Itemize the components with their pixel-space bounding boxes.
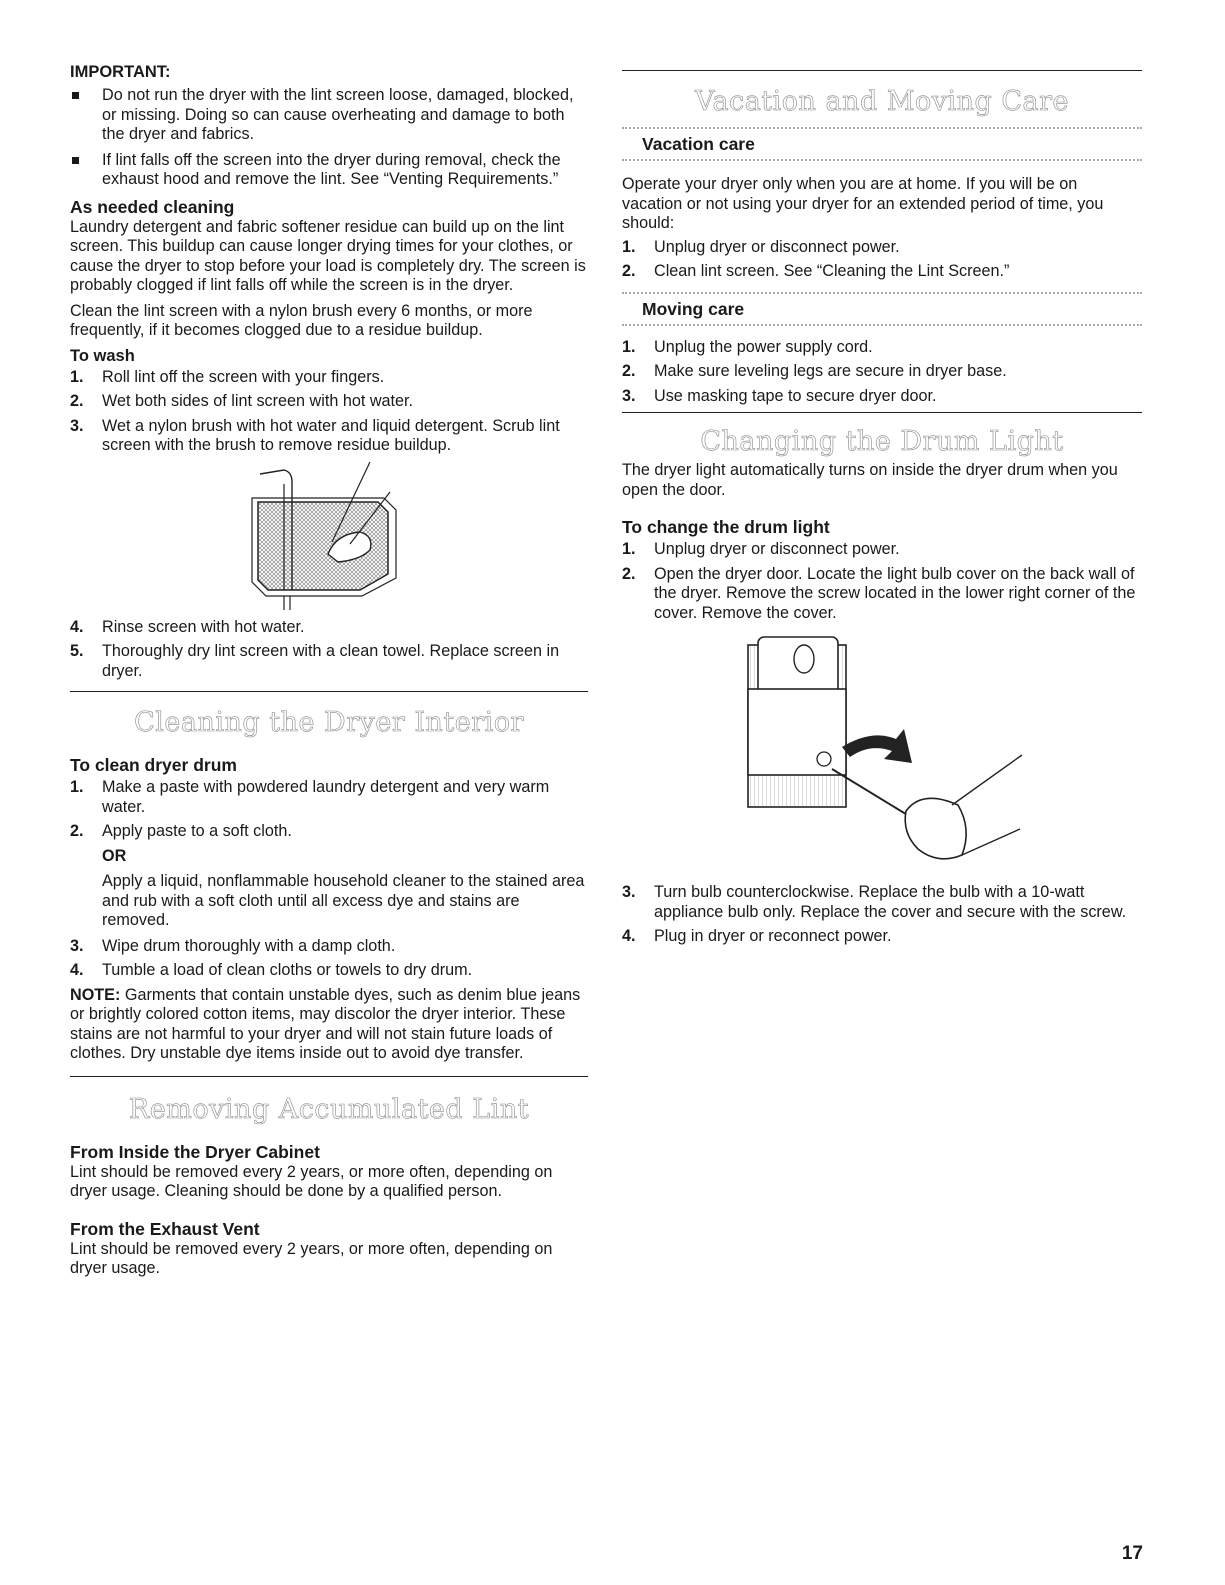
note-text: Garments that contain unstable dyes, such as denim blue jeans or brightly colored cotton items, may discolor the dryer interior. These stains are not harmful to your dryer and will not stain future loads of clothes. Dry unstable dye items inside out to avoid dye transfer. (70, 985, 581, 1062)
to-wash-heading: To wash (70, 346, 135, 365)
or-paragraph: Apply a liquid, nonflammable household cleaner to the stained area and rub with a soft cloth until all excess dye and stains are removed. (102, 872, 585, 929)
as-needed-paragraph-1: Laundry detergent and fabric softener residue can build up on the lint screen. This buildup can cause longer drying times for your clothes, or cause the dryer to stop before your load is completely dry. The screen is probably clogged if lint falls off while the screen is in the dryer. (70, 217, 586, 294)
drum-heading: To clean dryer drum (70, 755, 237, 775)
list-item: 4. Tumble a load of clean cloths or towels to dry drum. (70, 961, 473, 979)
list-item: 3. Turn bulb counterclockwise. Replace the bulb with a 10-watt appliance bulb only. Replace the cover and secure with the screw. (622, 883, 1127, 921)
vacation-steps (622, 238, 1142, 282)
page-number: 17 (1121, 1543, 1143, 1564)
left-column (70, 62, 588, 1279)
dotted-divider (622, 324, 1142, 326)
vent-heading: From the Exhaust Vent (70, 1218, 260, 1239)
section-divider (70, 1076, 588, 1077)
as-needed-paragraph-2: Clean the lint screen with a nylon brush every 6 months, or more frequently, if it becomes clogged due to a residue buildup. (70, 301, 533, 339)
accumulated-lint-section-title: Removing Accumulated Lint (128, 1093, 530, 1125)
list-item: 1. Unplug dryer or disconnect power. (622, 540, 900, 558)
drum-light-section-title: Changing the Drum Light (700, 426, 1064, 457)
vent-paragraph: Lint should be removed every 2 years, or more often, depending on dryer usage. (70, 1239, 553, 1277)
as-needed-heading: As needed cleaning (70, 196, 235, 217)
lint-screen-illustration (70, 462, 588, 610)
list-item: 1. Roll lint off the screen with your fingers. (70, 367, 385, 386)
change-steps-continued (622, 883, 1142, 947)
drum-light-cover-illustration (622, 629, 1142, 881)
right-column (622, 70, 1142, 952)
list-item: 2. Wet both sides of lint screen with hot water. (70, 392, 414, 410)
list-item: 4. Plug in dryer or reconnect power. (622, 927, 892, 945)
dotted-divider (622, 159, 1142, 161)
list-item: 3. Wet a nylon brush with hot water and liquid detergent. Scrub lint screen with the brush to remove residue buildup. (70, 416, 560, 454)
moving-steps (622, 338, 1142, 407)
interior-section-title: Cleaning the Dryer Interior (134, 707, 524, 738)
list-item: 1. Make a paste with powdered laundry detergent and very warm water. (70, 778, 550, 816)
wash-steps (70, 368, 588, 456)
drum-steps-continued (70, 937, 588, 981)
list-item: 2. Apply paste to a soft cloth. (70, 822, 292, 840)
list-item: 2. Clean lint screen. See “Cleaning the Lint Screen.” (622, 262, 1010, 280)
note-paragraph (70, 986, 588, 1064)
section-divider (622, 412, 1142, 413)
drum-light-paragraph: The dryer light automatically turns on inside the dryer drum when you open the door. (622, 461, 1118, 499)
list-item: 3. Use masking tape to secure dryer door. (622, 386, 937, 405)
list-item: If lint falls off the screen into the dryer during removal, check the exhaust hood and remove the lint. See “Venting Requirements.” (70, 151, 588, 190)
or-label: OR (102, 846, 127, 865)
moving-heading: Moving care (642, 298, 745, 319)
vacation-paragraph: Operate your dryer only when you are at home. If you will be on vacation or not using your dryer for an extended period of time, you should: (622, 175, 1104, 232)
list-item: 5. Thoroughly dry lint screen with a clean towel. Replace screen in dryer. (70, 642, 560, 680)
cabinet-heading: From Inside the Dryer Cabinet (70, 1141, 320, 1162)
vacation-section-title: Vacation and Moving Care (694, 86, 1070, 117)
section-divider (70, 691, 588, 692)
wash-steps-continued (70, 618, 588, 682)
list-item: 4. Rinse screen with hot water. (70, 617, 305, 636)
section-divider (622, 70, 1142, 71)
list-item: 1. Unplug the power supply cord. (622, 337, 873, 356)
dotted-divider (622, 292, 1142, 294)
list-item: 2. Open the dryer door. Locate the light bulb cover on the back wall of the dryer. Remove the screw located in the lower right corner of the cover. Remove the cover. (622, 564, 1136, 622)
drum-steps (70, 778, 588, 842)
list-item: 2. Make sure leveling legs are secure in dryer base. (622, 362, 1007, 380)
important-label: IMPORTANT: (70, 63, 171, 81)
note-label: NOTE: (70, 985, 121, 1004)
list-item: 3. Wipe drum thoroughly with a damp cloth. (70, 936, 396, 955)
list-item: Do not run the dryer with the lint screen loose, damaged, blocked, or missing. Doing so can cause overheating and damage to both the dryer and fabrics. (70, 86, 588, 145)
change-steps (622, 540, 1142, 623)
change-heading: To change the drum light (622, 517, 830, 537)
dotted-divider (622, 127, 1142, 129)
list-item: 1. Unplug dryer or disconnect power. (622, 237, 900, 256)
important-list (70, 86, 588, 190)
cabinet-paragraph: Lint should be removed every 2 years, or more often, depending on dryer usage. Cleaning should be done by a qualified person. (70, 1162, 553, 1200)
vacation-heading: Vacation care (642, 134, 755, 154)
